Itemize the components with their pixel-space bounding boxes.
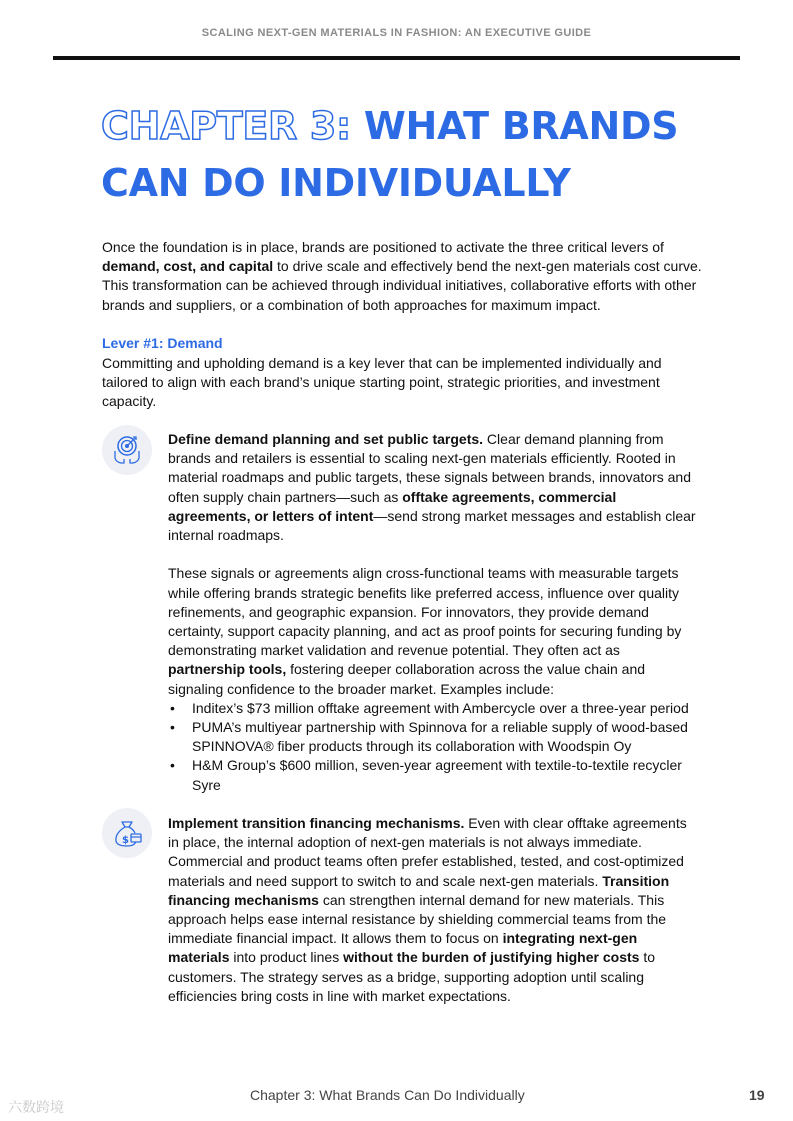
- demand-planning-section: [168, 430, 696, 795]
- intro-bold-levers: demand, cost, and capital: [102, 258, 274, 275]
- chapter-number-outline: CHAPTER 3:: [101, 104, 351, 148]
- demand-planning-paragraph-2: [168, 564, 696, 698]
- example-item: • H&M Group’s $600 million, seven-year agreement with textile-to-textile recycler Syre: [168, 756, 696, 794]
- lever-1-body: Committing and upholding demand is a key lever that can be implemented individually and tailored to align with each brand’s unique starting point, strategic priorities, and investment capacity.: [102, 355, 662, 410]
- demand-planning-text-2: —send strong market messages and establish clear internal roadmaps.: [168, 507, 696, 544]
- money-bag-card-icon-graphic: [102, 808, 152, 858]
- demand-planning-paragraph-1: [168, 430, 696, 545]
- transition-financing-bold-4: without the burden of justifying higher costs: [343, 949, 640, 966]
- chapter-title-solid: WHAT BRANDS CAN DO INDIVIDUALLY: [101, 104, 679, 205]
- transition-financing-bold-2: Transition financing mechanisms: [168, 872, 670, 908]
- transition-financing-section: [168, 814, 696, 1006]
- demand-planning-text-4: fostering deeper collaboration across the value chain and signaling confidence to the broader market. Examples include:: [168, 661, 646, 697]
- lever-1-heading: Lever #1: Demand: [102, 335, 223, 351]
- footer-chapter-label: Chapter 3: What Brands Can Do Individually: [250, 1087, 525, 1103]
- page-number: 19: [749, 1087, 765, 1103]
- demand-planning-text-1: Clear demand planning from brands and retailers is essential to scaling next-gen materials efficiently. Rooted in material roadmaps and public targets, these signals between brands, innovators and often supply chain partners—such as: [168, 431, 691, 505]
- svg-text:$: $: [122, 835, 129, 846]
- demand-planning-agreements: offtake agreements, commercial agreements, or letters of intent: [168, 488, 617, 524]
- example-item: • PUMA’s multiyear partnership with Spinnova for a reliable supply of wood-based SPINNOVA® fiber products through its collaboration with Woodspin Oy: [168, 718, 696, 756]
- example-item: • Inditex’s $73 million offtake agreement with Ambercycle over a three-year period: [168, 699, 696, 718]
- watermark: 六数跨境: [8, 1099, 64, 1115]
- intro-paragraph: [102, 238, 702, 315]
- transition-financing-text-1: Even with clear offtake agreements in place, the internal adoption of next-gen materials is not always immediate. Commercial and product teams often prefer established, tested, and cost-optimized materials and need support to switch to and scale next-gen materials.: [168, 815, 687, 889]
- demand-planning-lead: Define demand planning and set public targets.: [168, 431, 484, 447]
- transition-financing-text-4: to customers. The strategy serves as a bridge, supporting adoption until scaling efficiencies bring costs in line with market expectations.: [168, 949, 656, 1004]
- transition-financing-text-2: can strengthen internal demand for new materials. This approach helps ease internal resistance by shielding commercial teams from the immediate financial impact. It allows them to focus on: [168, 891, 667, 947]
- intro-text-1: Once the foundation is in place, brands are positioned to activate the three critical levers of: [102, 239, 664, 255]
- header-rule: [53, 56, 740, 60]
- target-in-hands-icon-graphic: [102, 425, 152, 475]
- examples-list: [168, 699, 696, 795]
- transition-financing-paragraph: [168, 814, 696, 1006]
- partnership-tools-bold: partnership tools,: [168, 661, 287, 678]
- demand-planning-text-3: These signals or agreements align cross-functional teams with measurable targets while offering brands strategic benefits like preferred access, influence over quality refinements, and geographic expansion. For innovators, they provide demand certainty, support capacity planning, and act as proof points for securing funding by demonstrating market validation and revenue potential. They often act as: [168, 565, 682, 659]
- target-in-hands-icon: [102, 425, 152, 475]
- chapter-title: [101, 98, 741, 212]
- transition-financing-lead: Implement transition financing mechanisms.: [168, 815, 465, 831]
- intro-text-2: to drive scale and effectively bend the next-gen materials cost curve. This transformation can be achieved through individual initiatives, collaborative efforts with other brands and suppliers, or a combination of both approaches for maximum impact.: [102, 258, 702, 313]
- transition-financing-bold-3: integrating next-gen materials: [168, 930, 638, 966]
- running-header: SCALING NEXT-GEN MATERIALS IN FASHION: AN EXECUTIVE GUIDE: [201, 27, 592, 39]
- money-bag-card-icon: [102, 808, 152, 858]
- transition-financing-text-3: into product lines: [229, 949, 344, 966]
